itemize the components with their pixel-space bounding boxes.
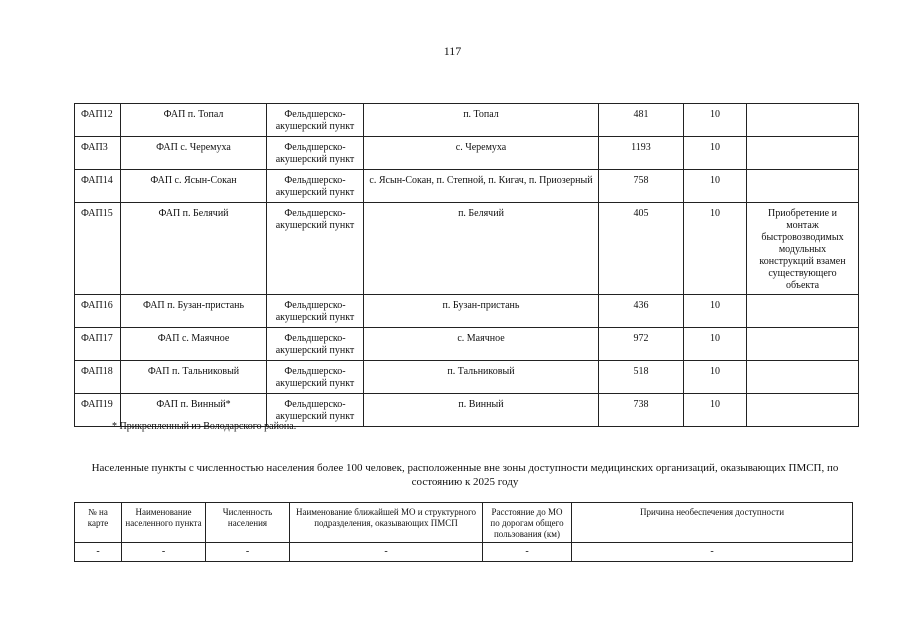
footnote: * Прикрепленный из Володарского района. <box>112 421 297 432</box>
cell-name: ФАП п. Тальниковый <box>121 361 267 394</box>
cell-distance: 10 <box>684 104 747 137</box>
cell-type: Фельдшерско-акушерский пункт <box>267 394 364 427</box>
cell-distance: 10 <box>684 203 747 295</box>
cell-population: - <box>206 543 290 562</box>
table-row <box>75 203 859 295</box>
cell-settlements: п. Тальниковый <box>364 361 599 394</box>
cell-name: ФАП с. Ясын-Сокан <box>121 170 267 203</box>
cell-type: Фельдшерско-акушерский пункт <box>267 104 364 137</box>
section-heading: Населенные пункты с численностью населения более 100 человек, расположенные вне зоны доступности медицинских организаций, оказывающих ПМСП, по состоянию к 2025 году <box>91 462 839 488</box>
cell-name: ФАП с. Маячное <box>121 328 267 361</box>
cell-distance: 10 <box>684 137 747 170</box>
cell-settlements: с. Маячное <box>364 328 599 361</box>
page-number: 117 <box>443 44 462 58</box>
cell-distance: 10 <box>684 295 747 328</box>
cell-code: ФАП18 <box>75 361 121 394</box>
access-table <box>74 502 853 562</box>
cell-population: 1193 <box>599 137 684 170</box>
header-distance: Расстояние до МО по дорогам общего пользования (км) <box>483 503 572 543</box>
header-nearest-mo: Наименование ближайшей МО и структурного подразделения, оказывающих ПМСП <box>290 503 483 543</box>
fap-table <box>74 103 859 427</box>
cell-note <box>747 170 859 203</box>
header-reason: Причина необеспечения доступности <box>572 503 853 543</box>
table-row <box>75 328 859 361</box>
cell-settlements: п. Топал <box>364 104 599 137</box>
cell-type: Фельдшерско-акушерский пункт <box>267 295 364 328</box>
cell-note: Приобретение и монтаж быстровозводимых модульных конструкций взамен существующего объекта <box>747 203 859 295</box>
cell-distance: 10 <box>684 361 747 394</box>
cell-population: 518 <box>599 361 684 394</box>
cell-settlements: с. Ясын-Сокан, п. Степной, п. Кигач, п. Приозерный <box>364 170 599 203</box>
fap-table-body <box>75 104 859 427</box>
cell-population: 436 <box>599 295 684 328</box>
cell-name: ФАП п. Белячий <box>121 203 267 295</box>
cell-population: 738 <box>599 394 684 427</box>
cell-population: 758 <box>599 170 684 203</box>
cell-code: ФАП15 <box>75 203 121 295</box>
cell-population: 972 <box>599 328 684 361</box>
cell-note <box>747 361 859 394</box>
table-row <box>75 361 859 394</box>
cell-settlements: п. Винный <box>364 394 599 427</box>
cell-distance: 10 <box>684 394 747 427</box>
cell-code: ФАП14 <box>75 170 121 203</box>
cell-note <box>747 295 859 328</box>
cell-distance: - <box>483 543 572 562</box>
access-table-row <box>75 543 853 562</box>
cell-type: Фельдшерско-акушерский пункт <box>267 361 364 394</box>
cell-note <box>747 394 859 427</box>
cell-name: ФАП п. Винный* <box>121 394 267 427</box>
cell-code: ФАП17 <box>75 328 121 361</box>
table-row <box>75 170 859 203</box>
header-map-no: № на карте <box>75 503 122 543</box>
cell-code: ФАП3 <box>75 137 121 170</box>
cell-distance: 10 <box>684 328 747 361</box>
cell-population: 481 <box>599 104 684 137</box>
cell-settlements: с. Черемуха <box>364 137 599 170</box>
cell-type: Фельдшерско-акушерский пункт <box>267 170 364 203</box>
cell-map-no: - <box>75 543 122 562</box>
cell-note <box>747 137 859 170</box>
cell-name: ФАП п. Топал <box>121 104 267 137</box>
cell-code: ФАП19 <box>75 394 121 427</box>
table-row <box>75 137 859 170</box>
cell-distance: 10 <box>684 170 747 203</box>
cell-code: ФАП12 <box>75 104 121 137</box>
cell-type: Фельдшерско-акушерский пункт <box>267 203 364 295</box>
header-settlement: Наименование населенного пункта <box>122 503 206 543</box>
table-row <box>75 295 859 328</box>
header-population: Численность населения <box>206 503 290 543</box>
cell-note <box>747 104 859 137</box>
cell-settlement: - <box>122 543 206 562</box>
cell-nearest-mo: - <box>290 543 483 562</box>
cell-note <box>747 328 859 361</box>
cell-code: ФАП16 <box>75 295 121 328</box>
cell-type: Фельдшерско-акушерский пункт <box>267 328 364 361</box>
cell-settlements: п. Бузан-пристань <box>364 295 599 328</box>
cell-name: ФАП с. Черемуха <box>121 137 267 170</box>
cell-population: 405 <box>599 203 684 295</box>
cell-type: Фельдшерско-акушерский пункт <box>267 137 364 170</box>
cell-name: ФАП п. Бузан-пристань <box>121 295 267 328</box>
access-table-header-row <box>75 503 853 543</box>
cell-reason: - <box>572 543 853 562</box>
table-row <box>75 104 859 137</box>
cell-settlements: п. Белячий <box>364 203 599 295</box>
